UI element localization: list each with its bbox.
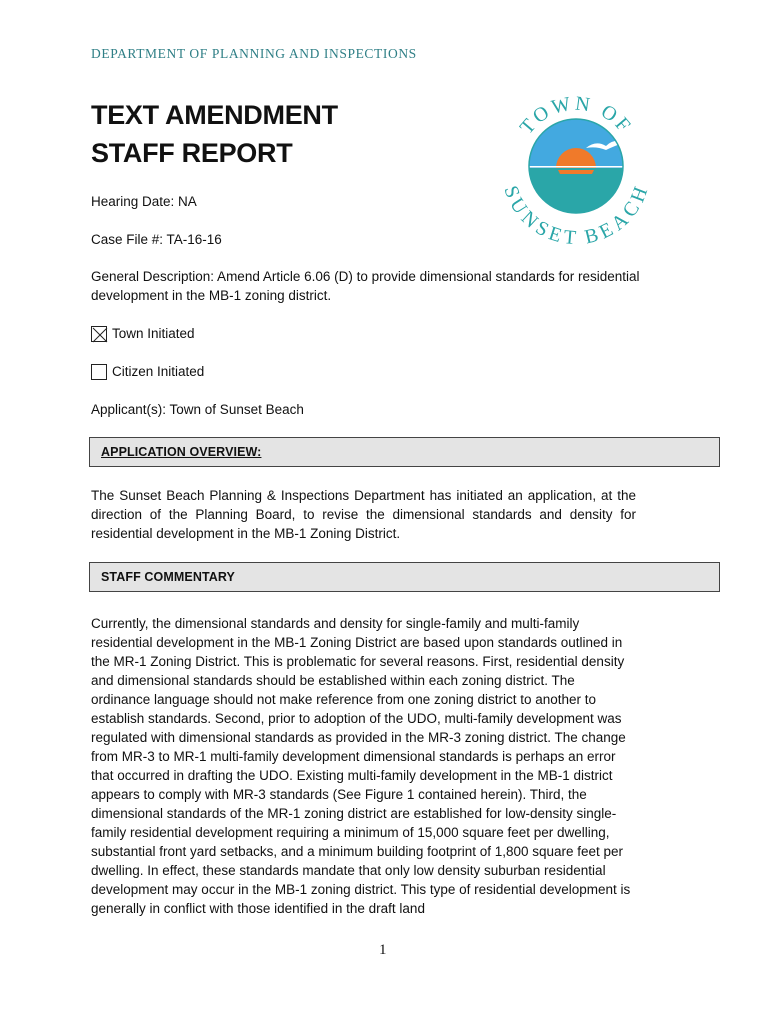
department-header: DEPARTMENT OF PLANNING AND INSPECTIONS xyxy=(91,46,417,61)
logo-top-text: TOWN OF xyxy=(515,92,637,139)
town-logo xyxy=(496,86,656,246)
case-file: Case File #: TA-16-16 xyxy=(91,232,222,247)
citizen-initiated-label: Citizen Initiated xyxy=(112,364,205,379)
overview-paragraph: The Sunset Beach Planning & Inspections Department has initiated an application, at the direction of the Planning Board, to revise the dimensional standards and density for residential development in the MB-1 Zoning District. xyxy=(91,488,636,541)
section-staff-commentary xyxy=(89,562,720,592)
hearing-date: Hearing Date: NA xyxy=(91,194,197,209)
citizen-initiated-checkbox[interactable] xyxy=(91,364,107,380)
general-description: General Description: Amend Article 6.06 (D) to provide dimensional standards for residential development in the MB-1 zoning district. xyxy=(91,269,640,303)
commentary-paragraph: Currently, the dimensional standards and density for single-family and multi-family residential development in the MB-1 Zoning District are based upon standards outlined in the MR-1 Zoning District. This is problematic for several reasons. First, residential density and dimensional standards should be established within each zoning district. The ordinance language should not make reference from one zoning district to another to establish standards. Second, prior to adoption of the UDO, multi-family development was regulated with dimensional standards as provided in the MR-3 zoning district. The change from MR-3 to MR-1 multi-family development dimensional standards is perhaps an error that occurred in drafting the UDO. Existing multi-family development in the MB-1 district appears to comply with MR-3 standards (See Figure 1 contained herein). Third, the dimensional standards of the MR-1 zoning district are established for low-density single-family residential development requiring a minimum of 15,000 square feet per dwelling, substantial front yard setbacks, and a minimum building footprint of 1,800 square feet per dwelling. In effect, these standards mandate that only low density suburban residential development may occur in the MB-1 zoning district. This type of residential development is generally in conflict with those identified in the draft land xyxy=(91,616,631,916)
title-line-2: STAFF REPORT xyxy=(91,138,293,168)
checkbox-row-town[interactable] xyxy=(91,324,195,343)
section-application-overview xyxy=(89,437,720,467)
checked-x-icon xyxy=(92,327,108,343)
logo-bottom-text: SUNSET BEACH xyxy=(499,182,653,246)
applicant: Applicant(s): Town of Sunset Beach xyxy=(91,402,304,417)
page-title xyxy=(91,96,451,172)
checkbox-row-citizen[interactable] xyxy=(91,362,204,381)
page-number: 1 xyxy=(379,942,387,958)
town-initiated-checkbox[interactable] xyxy=(91,326,107,342)
title-line-1: TEXT AMENDMENT xyxy=(91,100,338,130)
section-heading-commentary: STAFF COMMENTARY xyxy=(101,570,235,584)
section-heading-overview: APPLICATION OVERVIEW: xyxy=(101,445,262,459)
town-initiated-label: Town Initiated xyxy=(112,326,195,341)
